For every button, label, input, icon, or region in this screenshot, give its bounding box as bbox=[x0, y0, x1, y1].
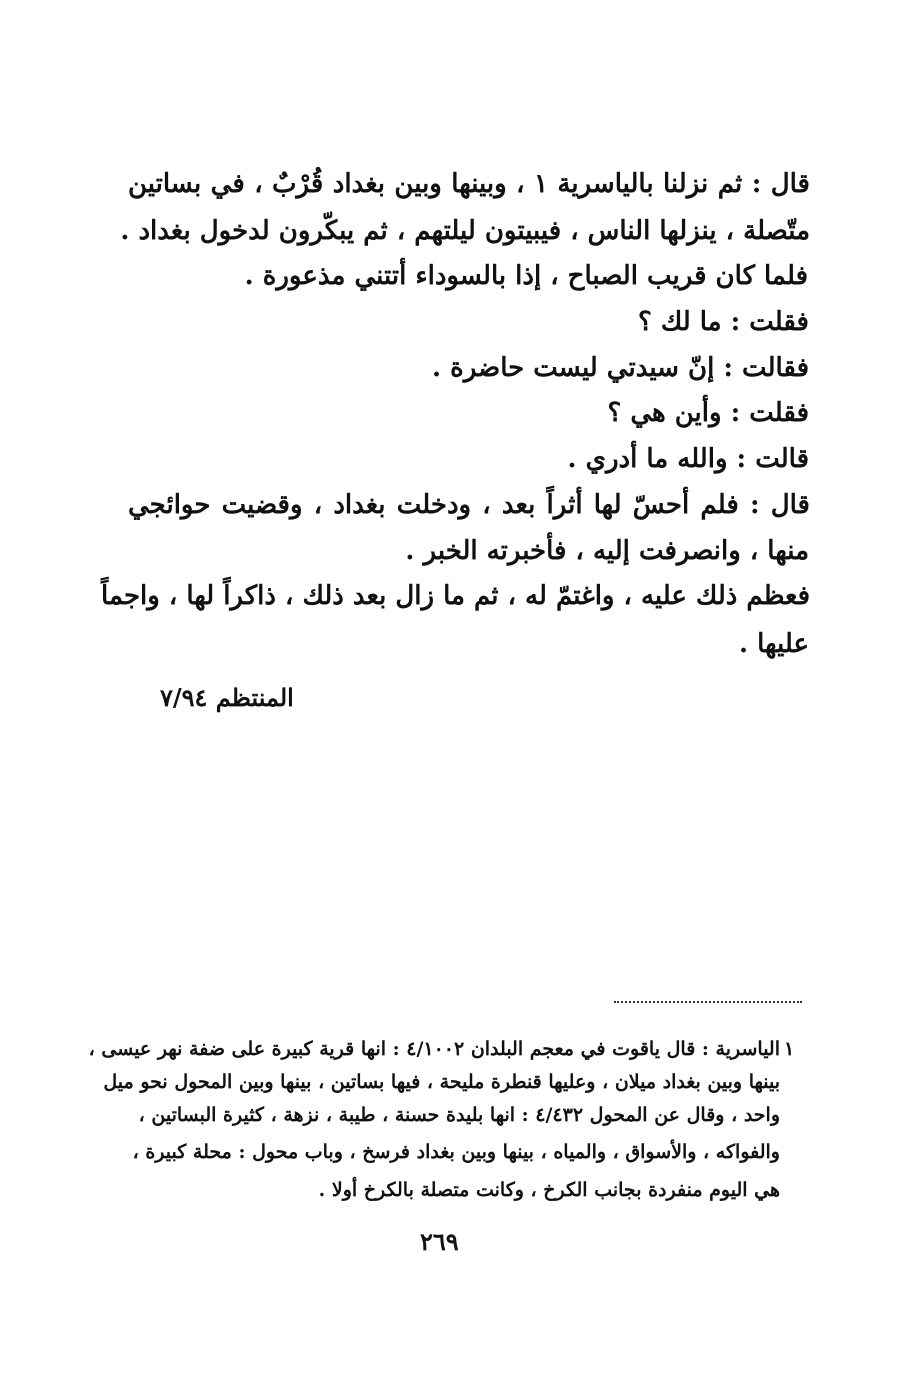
footnote-line-3: واحد ، وقال عن المحول ٤/٤٣٢ : انها بليدة حسنة ، طيبة ، نزهة ، كثيرة البساتين ، bbox=[138, 1104, 780, 1126]
footnote-line-2: بينها وبين بغداد ميلان ، وعليها قنطرة مليحة ، فيها بساتين ، بينها وبين المحول نحو ميل bbox=[103, 1071, 780, 1093]
body-line-7: قالت : والله ما أدري . bbox=[567, 444, 809, 474]
body-line-10: فعظم ذلك عليه ، واغتمّ له ، ثم ما زال بعد ذلك ، ذاكراً لها ، واجماً bbox=[101, 581, 810, 611]
footnote-divider bbox=[614, 1001, 802, 1003]
footnote-number: ١ bbox=[784, 1038, 795, 1060]
page-number: ٢٦٩ bbox=[420, 1227, 459, 1256]
footnote-line-4: والفواكه ، والأسواق ، والمياه ، بينها وبين بغداد فرسخ ، وباب محول : محلة كبيرة ، bbox=[132, 1141, 780, 1163]
footnote-line-1: الياسرية : قال ياقوت في معجم البلدان ٤/١٠٠٢ : انها قرية كبيرة على ضفة نهر عيسى ، bbox=[88, 1038, 780, 1060]
body-line-5: فقالت : إنّ سيدتي ليست حاضرة . bbox=[432, 353, 809, 383]
body-line-4: فقلت : ما لك ؟ bbox=[637, 307, 809, 337]
body-line-6: فقلت : وأين هي ؟ bbox=[607, 398, 809, 428]
body-line-1: قال : ثم نزلنا بالياسرية ١ ، وبينها وبين بغداد قُرْبٌ ، في بساتين bbox=[128, 169, 810, 199]
body-line-11: عليها . bbox=[739, 629, 809, 659]
body-line-3: فلما كان قريب الصباح ، إذا بالسوداء أتتني مذعورة . bbox=[244, 261, 808, 291]
body-line-9: منها ، وانصرفت إليه ، فأخبرته الخبر . bbox=[405, 536, 809, 566]
source-reference: المنتظم ٧/٩٤ bbox=[160, 683, 294, 712]
body-line-2: متّصلة ، ينزلها الناس ، فيبيتون ليلتهم ، ثم يبكّرون لدخول بغداد . bbox=[120, 216, 810, 246]
body-line-8: قال : فلم أحسّ لها أثراً بعد ، ودخلت بغداد ، وقضيت حوائجي bbox=[128, 490, 810, 520]
footnote-line-5: هي اليوم منفردة بجانب الكرخ ، وكانت متصلة بالكرخ أولا . bbox=[318, 1179, 780, 1201]
